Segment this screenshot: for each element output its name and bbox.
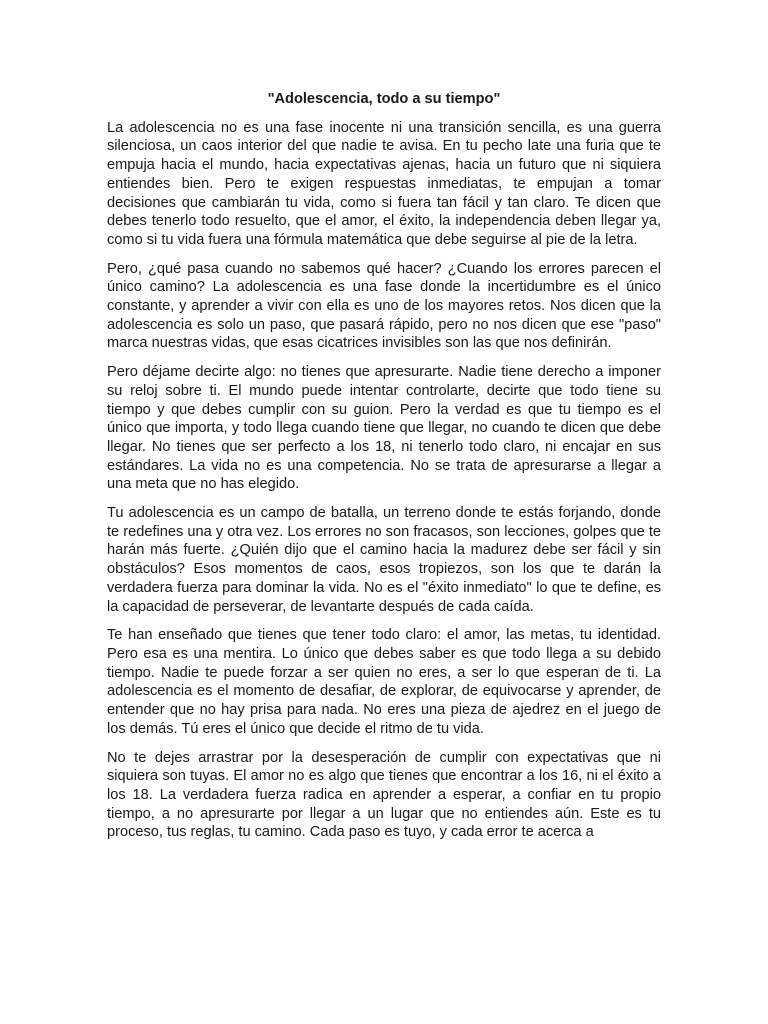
paragraph: Te han enseñado que tienes que tener todo claro: el amor, las metas, tu identidad. Pero esa es una mentira. Lo único que debes saber es que todo llega a su debido tiempo. Nadie te puede forzar a ser quien no eres, a ser lo que esperan de ti. La adolescencia es el momento de desafiar, de explorar, de equivocarse y aprender, de entender que no hay prisa para nada. No eres una pieza de ajedrez en el juego de los demás. Tú eres el único que decide el ritmo de tu vida. — [107, 627, 661, 737]
paragraph: La adolescencia no es una fase inocente ni una transición sencilla, es una guerra silenciosa, un caos interior del que nadie te avisa. En tu pecho late una furia que te empuja hacia el mundo, hacia expectativas ajenas, hacia un futuro que ni siquiera entiendes bien. Pero te exigen respuestas inmediatas, te empujan a tomar decisiones que cambiarán tu vida, como si fuera tan fácil y tan claro. Te dicen que debes tenerlo todo resuelto, que el amor, el éxito, la independencia deben llegar ya, como si tu vida fuera una fórmula matemática que debe seguirse al pie de la letra. — [107, 119, 661, 248]
document-title: "Adolescencia, todo a su tiempo" — [267, 91, 501, 107]
paragraph: Tu adolescencia es un campo de batalla, un terreno donde te estás forjando, donde te redefines una y otra vez. Los errores no son fracasos, son lecciones, golpes que te harán más fuerte. ¿Quién dijo que el camino hacia la madurez debe ser fácil y sin obstáculos? Esos momentos de caos, esos tropiezos, son los que te darán la verdadera fuerza para dominar la vida. No es el "éxito inmediato" lo que te define, es la capacidad de perseverar, de levantarte después de cada caída. — [107, 505, 661, 615]
paragraph: Pero déjame decirte algo: no tienes que apresurarte. Nadie tiene derecho a imponer su reloj sobre ti. El mundo puede intentar controlarte, decirte que todo tiene su tiempo y que debes cumplir con su guion. Pero la verdad es que tu tiempo es el único que importa, y todo llega cuando tiene que llegar, no cuando te dicen que debe llegar. No tienes que ser perfecto a los 18, ni tenerlo todo claro, ni encajar en sus estándares. La vida no es una competencia. No se trata de apresurarse a llegar a una meta que no has elegido. — [107, 364, 661, 493]
paragraph: No te dejes arrastrar por la desesperación de cumplir con expectativas que ni siquiera son tuyas. El amor no es algo que tienes que encontrar a los 16, ni el éxito a los 18. La verdadera fuerza radica en aprender a esperar, a confiar en tu propio tiempo, a no apresurarte por llegar a un lugar que no entiendes aún. Este es tu proceso, tus reglas, tu camino. Cada paso es tuyo, y cada error te acerca a — [107, 749, 661, 841]
document-body — [107, 90, 661, 852]
paragraph: Pero, ¿qué pasa cuando no sabemos qué hacer? ¿Cuando los errores parecen el único camino? La adolescencia es una fase donde la incertidumbre es el único constante, y aprender a vivir con ella es uno de los mayores retos. Nos dicen que la adolescencia es solo un paso, que pasará rápido, pero no nos dicen que ese "paso" marca nuestras vidas, que esas cicatrices invisibles son las que nos definirán. — [107, 260, 661, 352]
